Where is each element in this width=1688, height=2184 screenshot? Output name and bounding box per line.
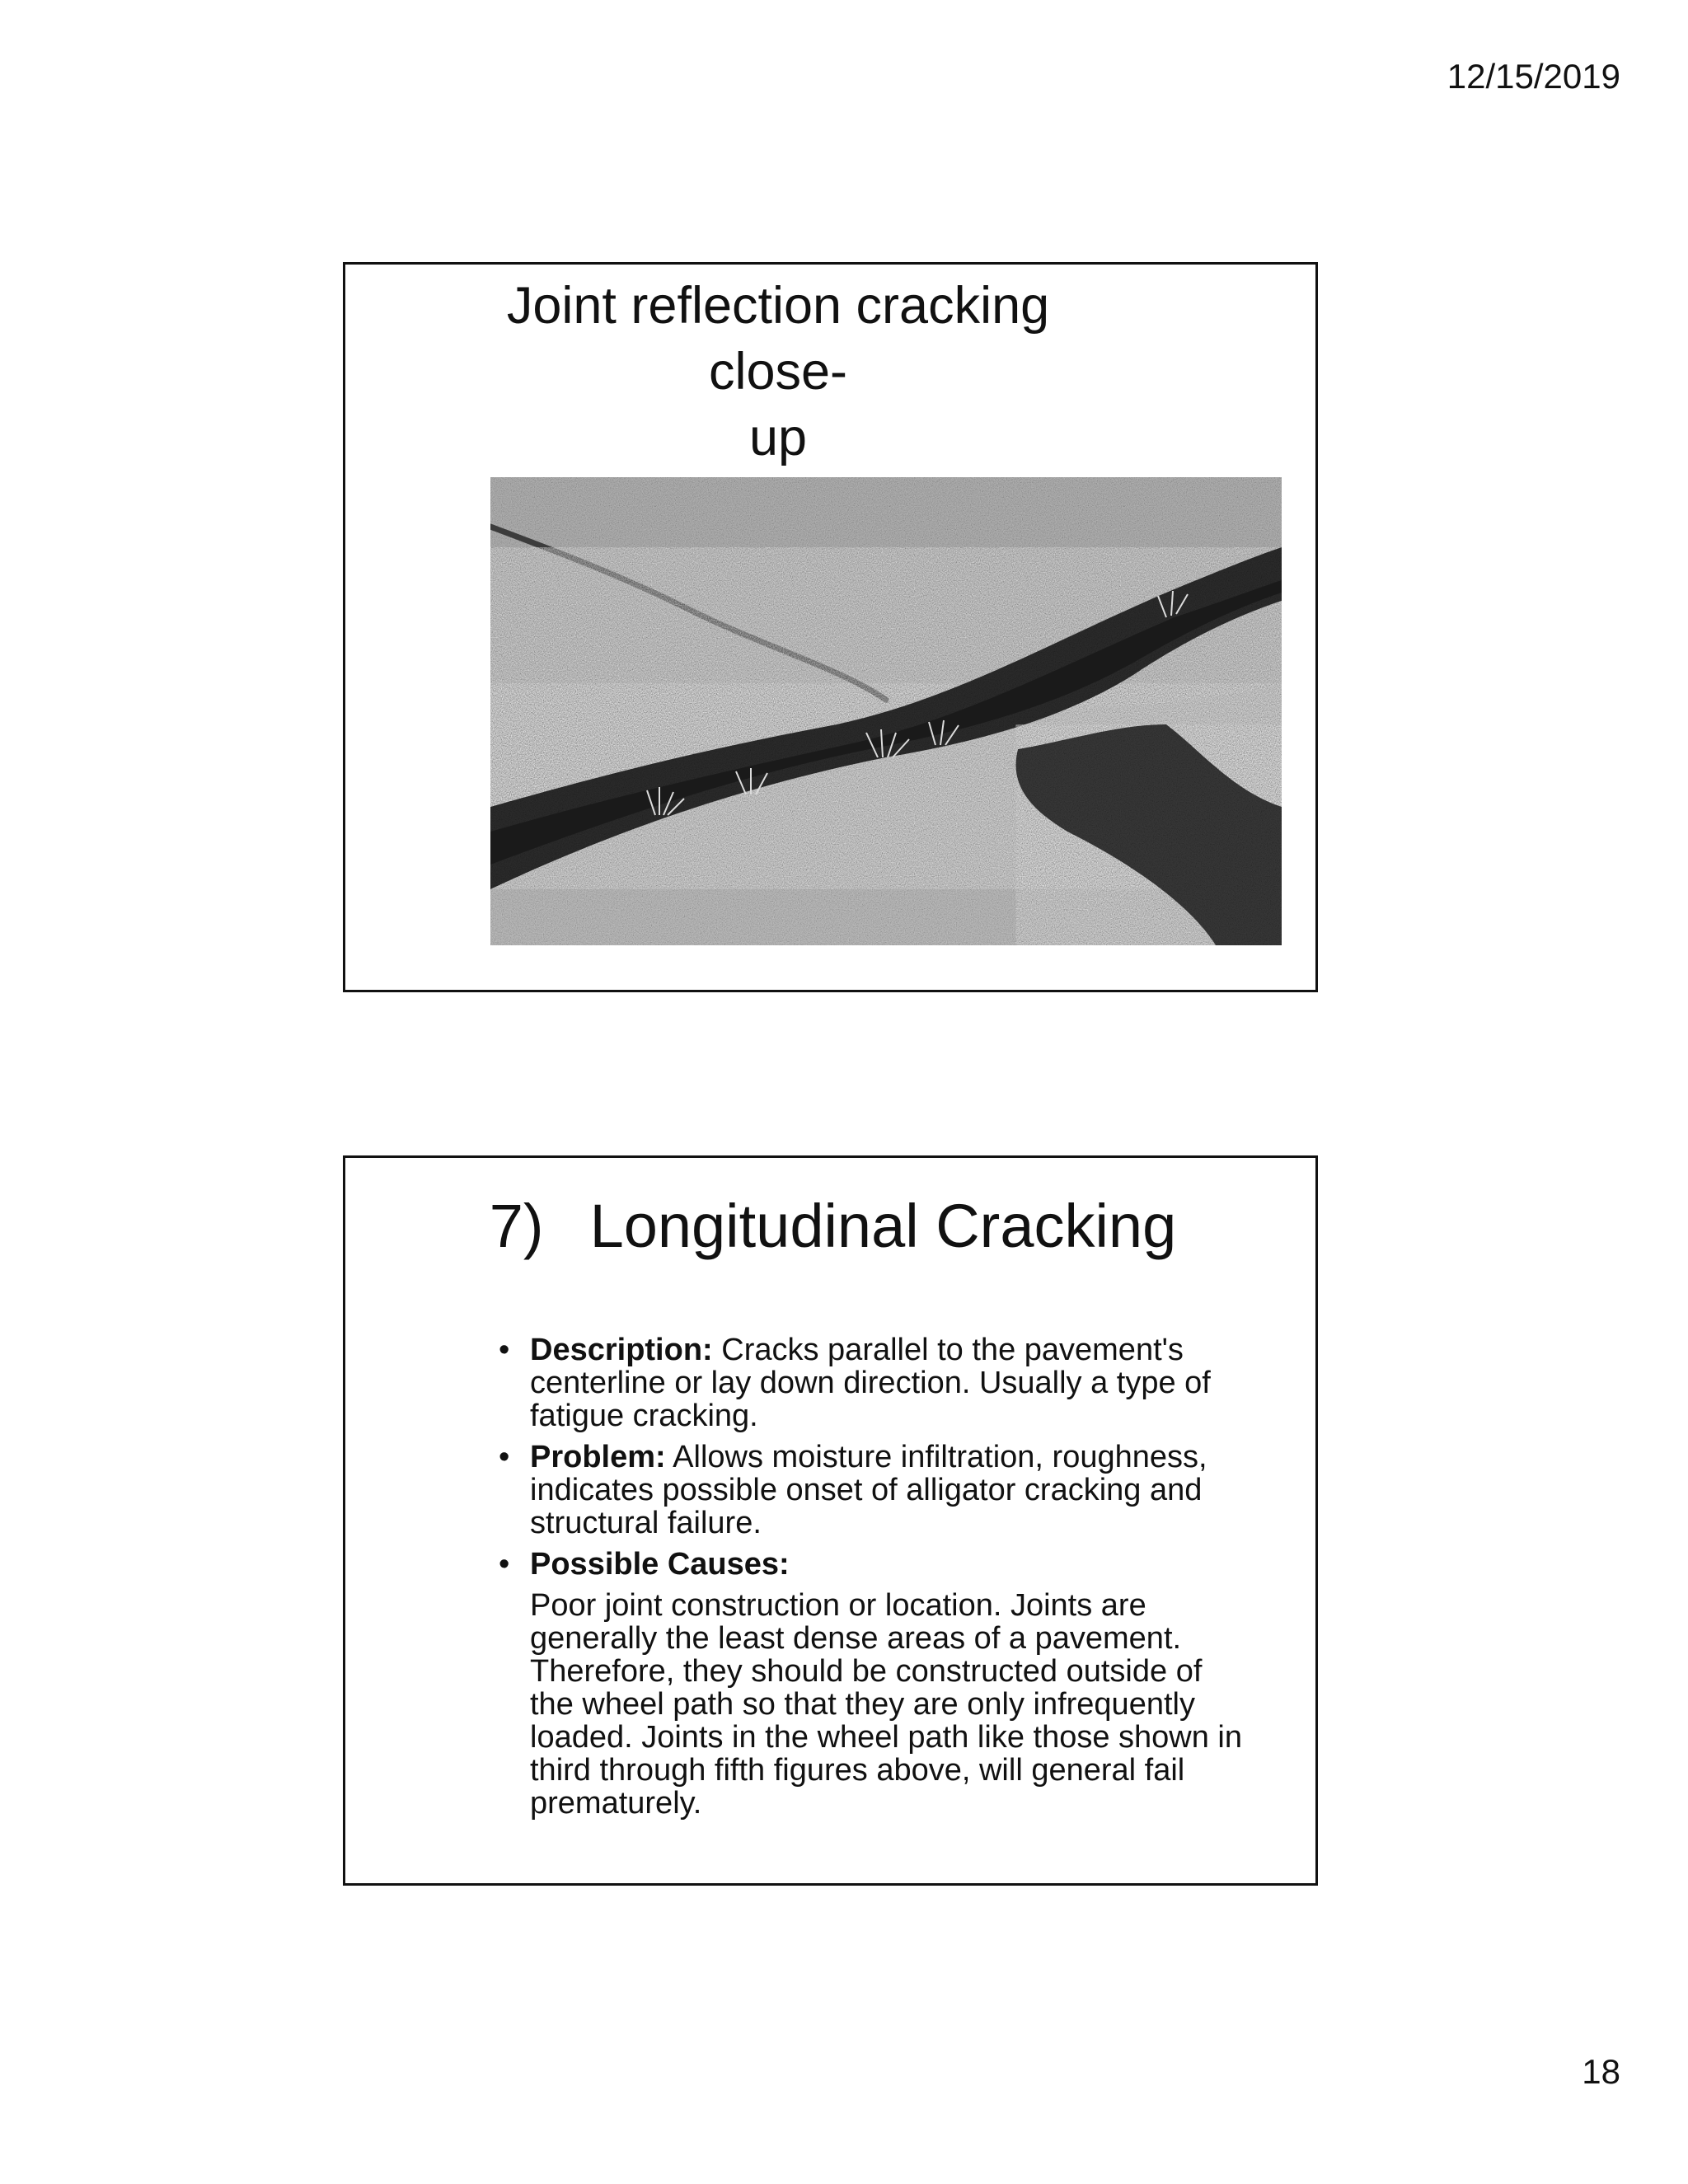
bullet-description [494,1333,1252,1432]
bullet-icon: • [499,1333,510,1367]
bullet-label: Problem: [530,1440,666,1474]
bullet-text: Cracks parallel to the pavement's centerline or lay down direction. Usually a type of fatigue cracking. [530,1333,1211,1433]
pavement-crack-photo [490,477,1282,945]
bullet-list [494,1333,1252,1820]
slide-heading: Longitudinal Cracking [589,1192,1177,1260]
bullet-icon: • [499,1547,510,1582]
bullet-label: Possible Causes: [530,1547,790,1582]
slide-number: 7) [489,1192,544,1260]
title-line-1: Joint reflection cracking close- [506,277,1050,401]
bullet-text: Allows moisture infiltration, roughness, indicates possible onset of alligator cracking and structural failure. [530,1440,1207,1540]
slide-joint-reflection [343,262,1318,992]
bullet-label: Description: [530,1333,713,1367]
slide-title [469,273,1087,471]
causes-paragraph: Poor joint construction or location. Joints are generally the least dense areas of a pavement. Therefore, they should be constructed outside of the wheel path so that they are only infrequently loaded. Joints in the wheel path like those shown in third through fifth figures above, will general fail prematurely. [530,1588,1242,1821]
slide-longitudinal-cracking [343,1155,1318,1886]
page-number: 18 [1582,2052,1620,2091]
slide-title [345,1189,1320,1263]
date: 12/15/2019 [1447,57,1620,96]
bullet-icon: • [499,1440,510,1474]
bullet-possible-causes [494,1548,1252,1581]
title-line-2: up [748,409,808,466]
bullet-problem [494,1441,1252,1540]
